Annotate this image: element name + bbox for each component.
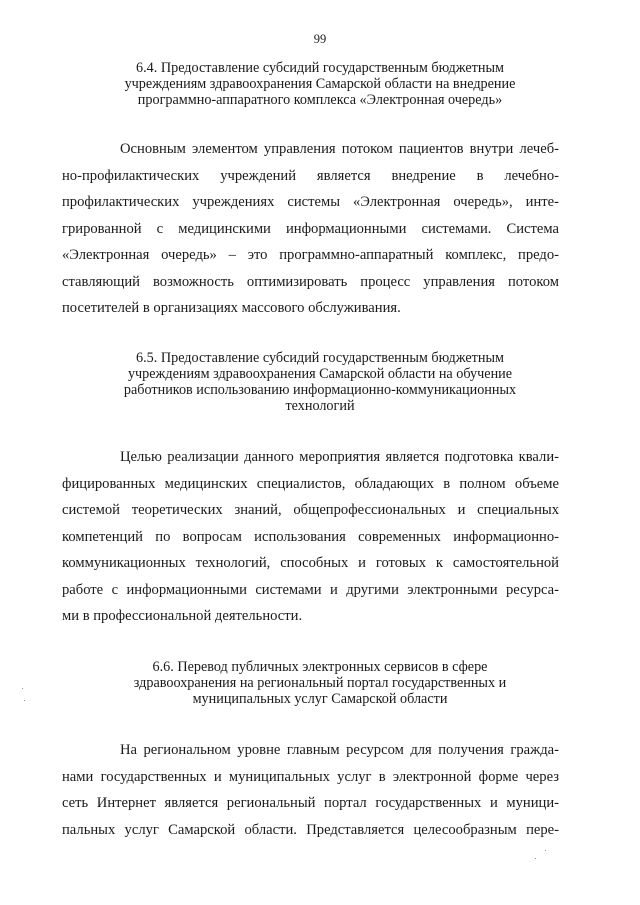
paragraph-line: ставляющий возможность оптимизировать процесс управления потоком [62, 273, 559, 290]
paragraph-line: профилактических учреждениях системы «Электронная очередь», инте- [62, 194, 559, 210]
scan-speck [535, 858, 536, 859]
paragraph-line: ми в профессиональной деятельности. [62, 608, 303, 624]
heading-line: программно-аппаратного комплекса «Электронная очередь» [137, 92, 503, 108]
scan-speck [545, 850, 546, 851]
paragraph-line: коммуникационных технологий, способных и готовых к самостоятельной [62, 555, 559, 571]
heading-line: здравоохранения на региональный портал государственных и [133, 675, 507, 691]
section-6-5-paragraph [62, 444, 559, 630]
paragraph-line: пальных услуг Самарской области. Представляется целесообразным пере- [62, 821, 559, 838]
heading-line: учреждениям здравоохранения Самарской области на внедрение [124, 76, 516, 92]
section-6-6-heading [0, 659, 640, 707]
paragraph-line: нами государственных и муниципальных услуг в электронной форме через [62, 768, 559, 785]
page-number: 99 [313, 32, 327, 46]
heading-line: 6.4. Предоставление субсидий государственным бюджетным [136, 60, 504, 76]
heading-line: работников использованию информационно-коммуникационных [123, 382, 517, 398]
paragraph-line: но-профилактических учреждений является внедрение в лечебно- [62, 167, 559, 184]
section-6-5-heading [0, 350, 640, 414]
paragraph-line: фицированных медицинских специалистов, обладающих в полном объеме [62, 475, 559, 492]
paragraph-line: сеть Интернет является региональный портал государственных и муници- [62, 795, 559, 811]
section-6-6-paragraph [62, 737, 559, 843]
paragraph-line: Целью реализации данного мероприятия является подготовка квали- [120, 449, 559, 465]
paragraph-line: компетенций по вопросам использования современных информационно- [62, 528, 559, 545]
paragraph-line: работе с информационными системами и другими электронными ресурса- [62, 581, 559, 598]
heading-line: 6.6. Перевод публичных электронных сервисов в сфере [152, 659, 488, 675]
scan-speck [22, 688, 23, 689]
section-6-4-heading [0, 60, 640, 108]
paragraph-line: Основным элементом управления потоком пациентов внутри лечеб- [120, 141, 559, 157]
section-6-4-paragraph [62, 136, 559, 322]
paragraph-line: «Электронная очередь» – это программно-аппаратный комплекс, предо- [62, 247, 559, 263]
heading-line: технологий [285, 398, 355, 414]
scan-speck [24, 700, 25, 701]
heading-line: 6.5. Предоставление субсидий государственным бюджетным [136, 350, 504, 366]
paragraph-line: посетителей в организациях массового обслуживания. [62, 300, 401, 316]
paragraph-line: На региональном уровне главным ресурсом для получения гражда- [120, 742, 559, 758]
paragraph-line: системой теоретических знаний, общепрофессиональных и специальных [62, 502, 559, 518]
heading-line: муниципальных услуг Самарской области [192, 691, 448, 707]
paragraph-line: грированной с медицинскими информационными системами. Система [62, 220, 559, 237]
heading-line: учреждениям здравоохранения Самарской области на обучение [127, 366, 513, 382]
